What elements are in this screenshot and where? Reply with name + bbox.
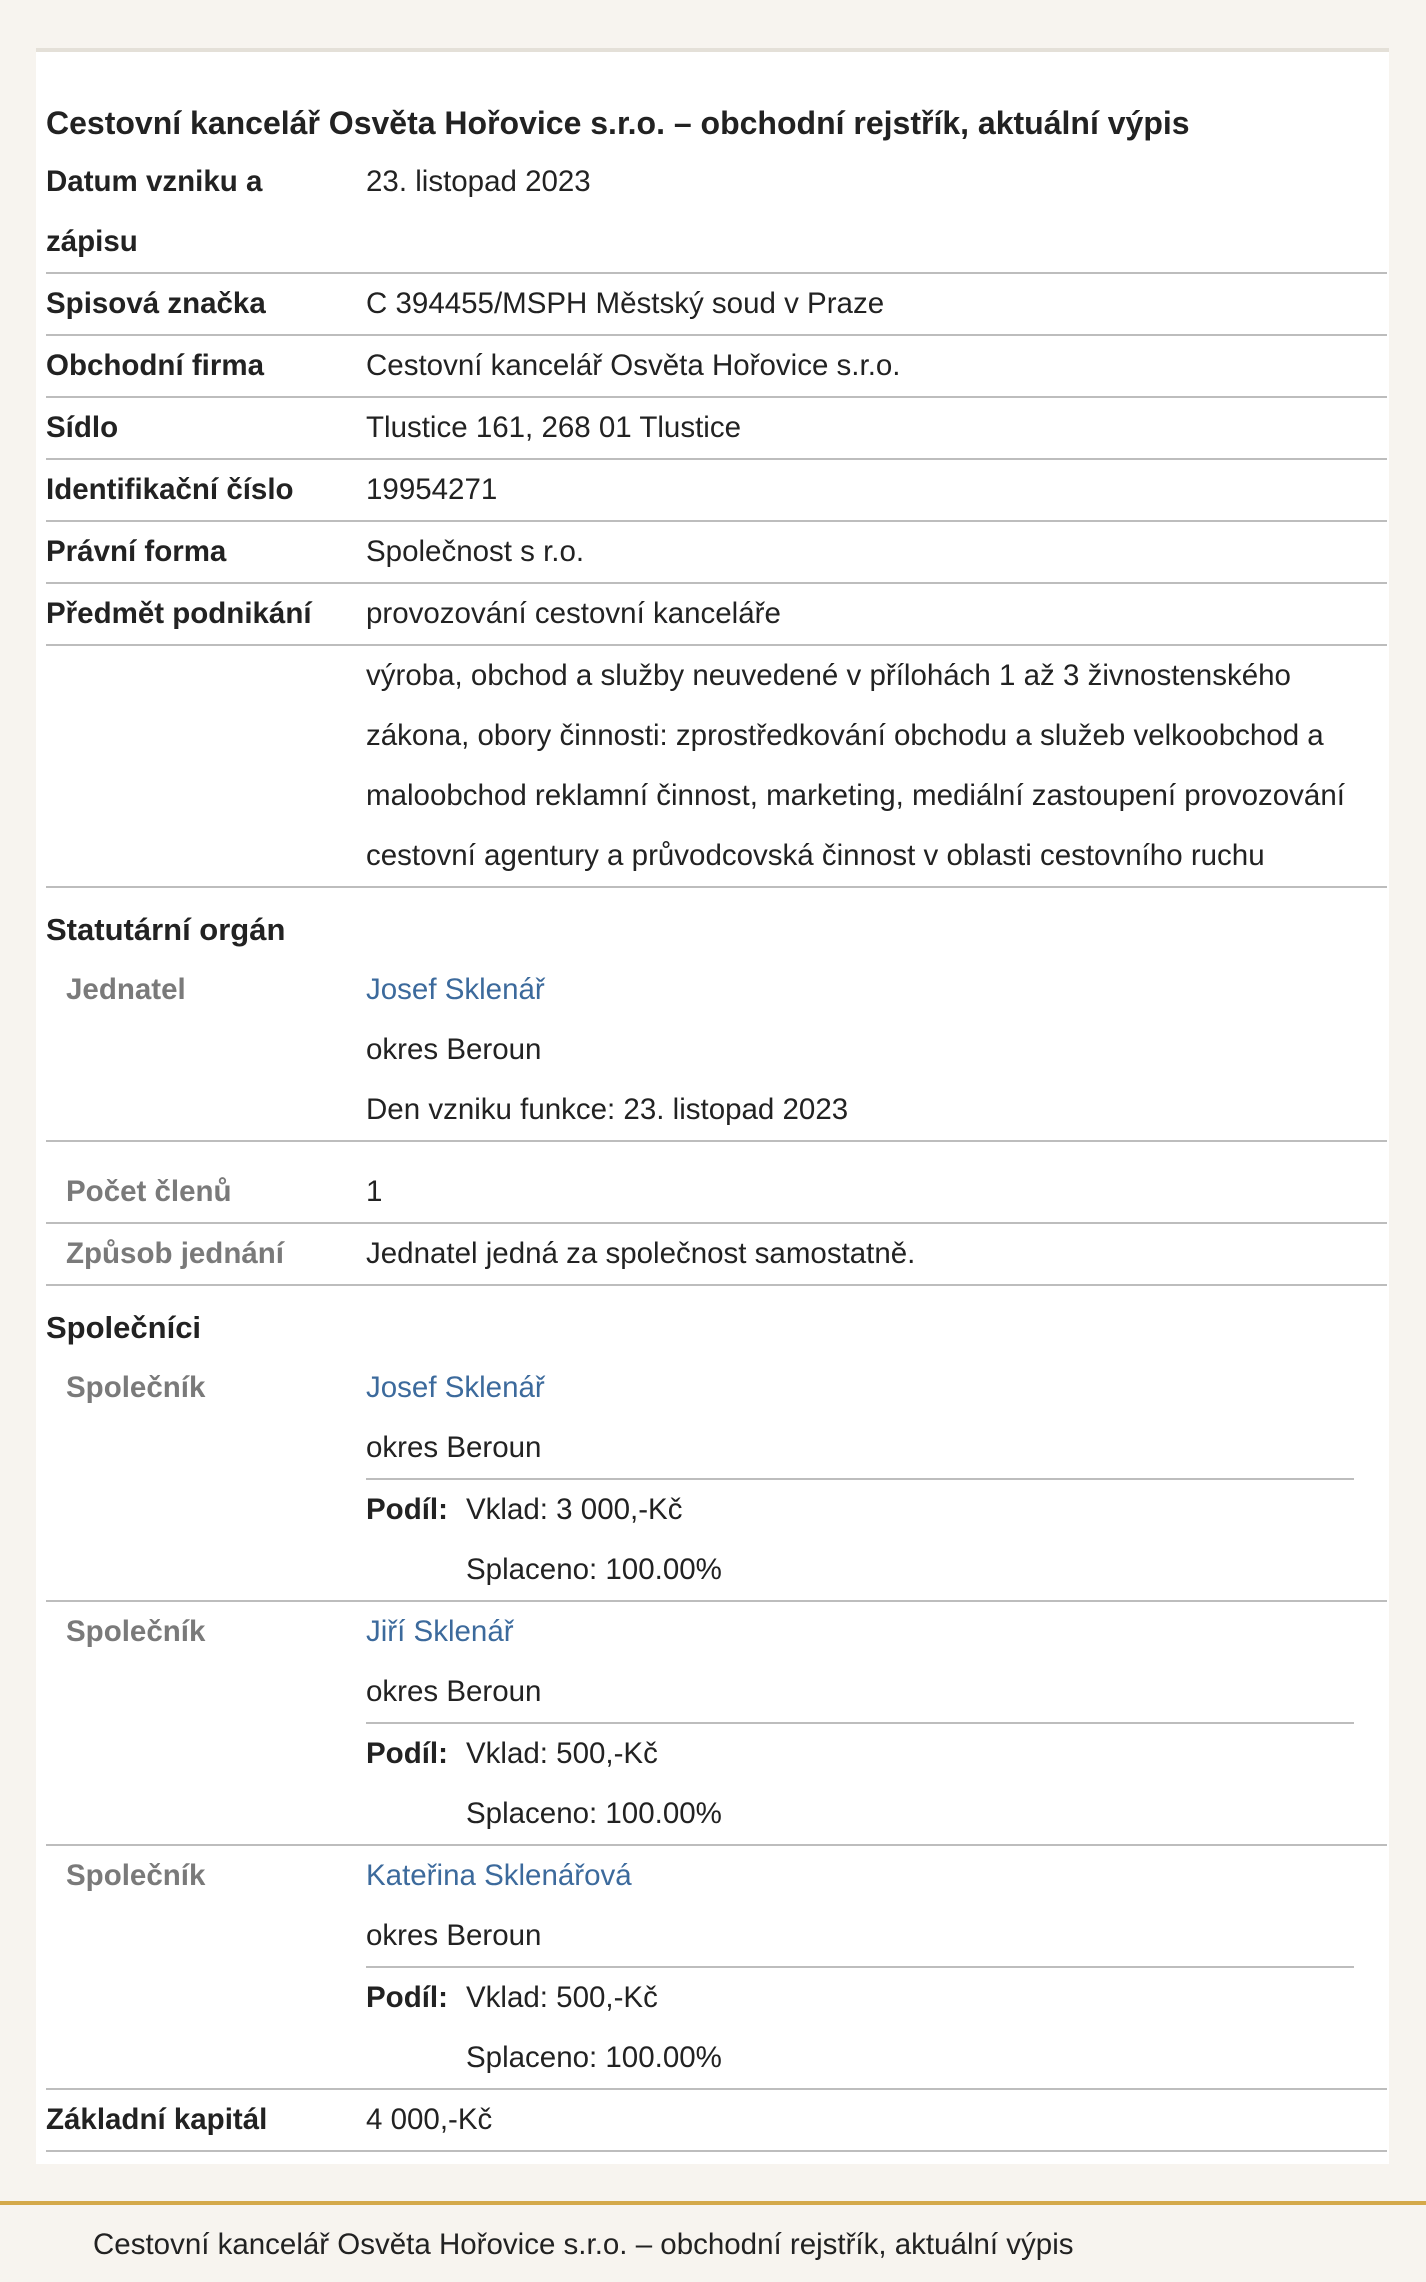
row-value: Společnost s r.o. — [366, 535, 585, 568]
zpusob-jednani-value: Jednatel jedná za společnost samostatně. — [366, 1237, 916, 1270]
row-label-empty — [46, 646, 366, 886]
row-predmet-podnikani — [46, 584, 1387, 646]
jednatel-name-link[interactable]: Josef Sklenář — [366, 973, 545, 1006]
podil-values — [466, 1968, 722, 2088]
spolecnik-label: Společník — [66, 1371, 206, 1404]
spolecnik-name-link[interactable]: Kateřina Sklenářová — [366, 1859, 632, 1892]
row-value: 23. listopad 2023 — [366, 165, 591, 198]
podil-vklad: Vklad: 3 000,-Kč — [466, 1493, 683, 1526]
row-value: 4 000,-Kč — [366, 2103, 493, 2136]
podil-splaceno: Splaceno: 100.00% — [466, 1553, 722, 1586]
row-spolecnik — [46, 1358, 1387, 1602]
row-obchodni-firma — [46, 336, 1387, 398]
podil-values — [466, 1480, 722, 1600]
spolecnik-details — [366, 1846, 1387, 2088]
podil-splaceno: Splaceno: 100.00% — [466, 1797, 722, 1830]
row-ico — [46, 460, 1387, 522]
page-footer — [0, 2201, 1426, 2282]
pocet-clenu-value: 1 — [366, 1175, 383, 1208]
row-spolecnik — [46, 1602, 1387, 1846]
row-value: C 394455/MSPH Městský soud v Praze — [366, 287, 885, 320]
row-value: Tlustice 161, 268 01 Tlustice — [366, 411, 741, 444]
section-spolecnici: Společníci — [46, 1310, 202, 1345]
zpusob-jednani-label: Způsob jednání — [66, 1237, 284, 1270]
row-value: provozování cestovní kanceláře — [366, 597, 781, 630]
row-label: Obchodní firma — [46, 349, 264, 382]
spolecnik-okres: okres Beroun — [366, 1675, 542, 1708]
spolecnik-details — [366, 1358, 1387, 1600]
spolecnik-name-link[interactable]: Jiří Sklenář — [366, 1615, 514, 1648]
row-label: Datum vzniku a zápisu — [46, 165, 263, 258]
row-sidlo — [46, 398, 1387, 460]
spolecnik-name-link[interactable]: Josef Sklenář — [366, 1371, 545, 1404]
row-value: výroba, obchod a služby neuvedené v přílohách 1 až 3 živnostenského zákona, obory činnosti: zprostředkování obchodu a služeb velkoobchod a maloobchod reklamní činnost, marketing, mediální zastoupení provozování cestovní agentury a průvodcovská činnost v oblasti cestovního ruchu — [366, 659, 1345, 872]
spolecnik-label: Společník — [66, 1859, 206, 1892]
row-label: Základní kapitál — [46, 2103, 268, 2136]
section-statutarni-organ: Statutární orgán — [46, 912, 286, 947]
jednatel-label: Jednatel — [66, 973, 186, 1006]
row-datum-vzniku — [46, 152, 1387, 274]
podil-label: Podíl: — [366, 1981, 448, 2014]
row-value: Cestovní kancelář Osvěta Hořovice s.r.o. — [366, 349, 901, 382]
jednatel-details — [366, 960, 1387, 1140]
podil-block — [366, 1722, 1354, 1844]
spolecnik-details — [366, 1602, 1387, 1844]
podil-values — [466, 1724, 722, 1844]
row-zpusob-jednani — [46, 1224, 1387, 1286]
row-spolecnik — [46, 1846, 1387, 2090]
spolecnik-okres: okres Beroun — [366, 1919, 542, 1952]
spolecnik-okres: okres Beroun — [366, 1431, 542, 1464]
footer-text: Cestovní kancelář Osvěta Hořovice s.r.o. – obchodní rejstřík, aktuální výpis — [93, 2228, 1074, 2261]
spacer — [46, 1142, 1389, 1162]
podil-label: Podíl: — [366, 1737, 448, 1770]
registry-card — [36, 48, 1389, 2164]
row-predmet-extra — [46, 646, 1387, 888]
jednatel-den-vzniku: Den vzniku funkce: 23. listopad 2023 — [366, 1093, 849, 1126]
row-spisova-znacka — [46, 274, 1387, 336]
row-zakladni-kapital — [46, 2090, 1387, 2152]
row-value: 19954271 — [366, 473, 498, 506]
row-label: Předmět podnikání — [46, 597, 312, 630]
row-label: Sídlo — [46, 411, 119, 444]
row-label: Identifikační číslo — [46, 473, 294, 506]
podil-vklad: Vklad: 500,-Kč — [466, 1981, 658, 2014]
podil-vklad: Vklad: 500,-Kč — [466, 1737, 658, 1770]
row-pravni-forma — [46, 522, 1387, 584]
podil-label: Podíl: — [366, 1493, 448, 1526]
page-title: Cestovní kancelář Osvěta Hořovice s.r.o. – obchodní rejstřík, aktuální výpis — [46, 105, 1190, 141]
pocet-clenu-label: Počet členů — [66, 1175, 232, 1208]
podil-block — [366, 1478, 1354, 1600]
spolecnik-label: Společník — [66, 1615, 206, 1648]
row-pocet-clenu — [46, 1162, 1387, 1224]
row-label: Spisová značka — [46, 287, 266, 320]
podil-splaceno: Splaceno: 100.00% — [466, 2041, 722, 2074]
podil-block — [366, 1966, 1354, 2088]
row-jednatel — [46, 960, 1387, 1142]
row-label: Právní forma — [46, 535, 227, 568]
jednatel-okres: okres Beroun — [366, 1033, 542, 1066]
